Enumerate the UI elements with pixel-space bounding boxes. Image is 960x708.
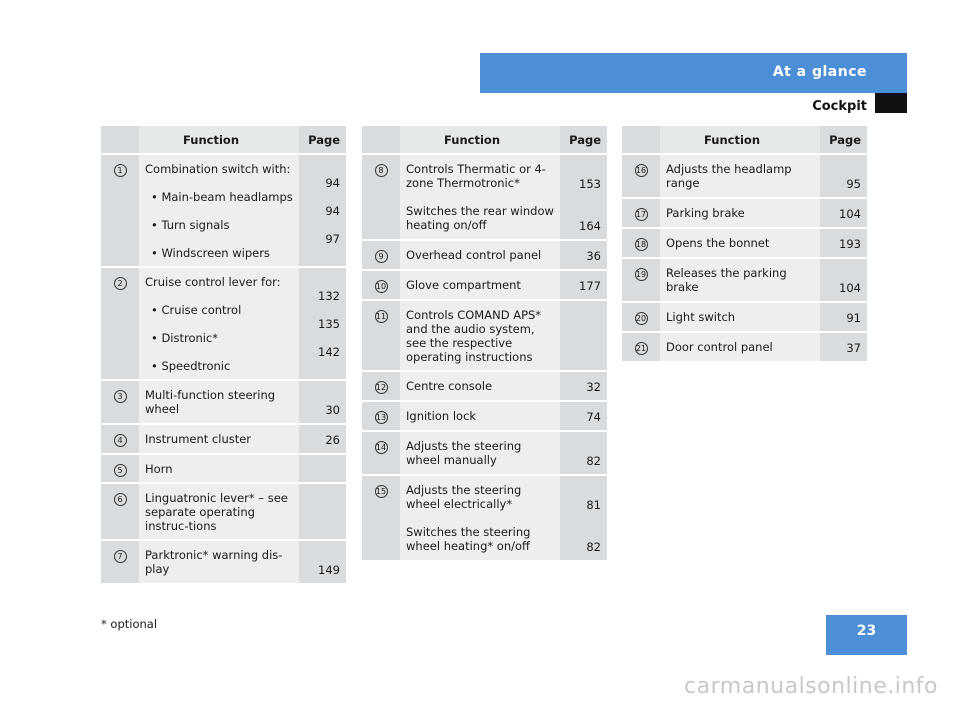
band-title: At a glance	[772, 64, 867, 80]
table-row	[101, 380, 346, 424]
header-band	[480, 53, 907, 93]
item-number-circle: 20	[635, 314, 647, 323]
page-number: 23	[826, 615, 907, 655]
item-number-cell	[622, 332, 660, 362]
page-ref: 153	[579, 177, 601, 191]
page-cell	[299, 454, 346, 483]
function-cell	[400, 431, 560, 475]
header-page: Page	[560, 126, 607, 154]
page-ref: 32	[586, 380, 601, 394]
item-number-circle: 3	[114, 390, 127, 403]
table-row	[622, 332, 867, 362]
footnote: * optional	[101, 617, 158, 631]
item-number-cell	[101, 380, 139, 424]
item-number-circle: 7	[114, 550, 127, 563]
page-cell	[820, 332, 867, 362]
table-row	[622, 258, 867, 302]
table-row	[622, 302, 867, 332]
function-text: Ignition lock	[406, 409, 477, 423]
function-text: Combination switch with:	[145, 162, 291, 176]
function-text: Light switch	[666, 310, 736, 324]
function-text: Horn	[145, 462, 173, 476]
function-text: Instrument cluster	[145, 432, 252, 446]
page-ref: 97	[325, 232, 340, 246]
function-cell	[660, 154, 820, 198]
table-header-row	[622, 126, 867, 154]
item-number-circle: 18	[635, 240, 647, 249]
page-cell	[560, 240, 607, 270]
item-number-cell	[101, 154, 139, 267]
table-row	[101, 454, 346, 483]
page-ref: 37	[846, 341, 861, 355]
item-number-cell	[101, 454, 139, 483]
item-number-circle: 12	[375, 383, 387, 392]
function-cell	[139, 454, 299, 483]
item-number-circle: 11	[375, 312, 387, 321]
header-function: Function	[139, 126, 299, 154]
item-number-circle: 6	[114, 493, 127, 506]
table-row	[622, 228, 867, 258]
item-number-cell	[101, 424, 139, 454]
item-number-cell	[622, 198, 660, 228]
page-ref: 30	[325, 403, 340, 417]
page-ref: 149	[318, 563, 340, 577]
item-number-circle: 21	[635, 344, 647, 353]
page-ref: 26	[325, 433, 340, 447]
item-number-circle: 19	[635, 270, 647, 279]
function-text: Adjusts the steering wheel electrically*	[406, 483, 522, 511]
page-cell	[820, 228, 867, 258]
function-text: Switches the rear window heating on/off	[406, 204, 554, 232]
function-text: Switches the steering wheel heating* on/off	[406, 525, 531, 553]
item-number-cell	[622, 154, 660, 198]
function-text: Door control panel	[666, 340, 773, 354]
page-ref: 36	[586, 249, 601, 263]
page-ref: 135	[318, 317, 340, 331]
item-number-circle: 16	[635, 166, 647, 175]
page-ref: 177	[579, 279, 601, 293]
watermark: carmanualsonline.info	[684, 674, 938, 699]
page-ref: 91	[846, 311, 861, 325]
function-table-1	[101, 126, 346, 585]
page-cell	[560, 371, 607, 401]
header-number-cell	[622, 126, 660, 154]
header-page: Page	[820, 126, 867, 154]
table-row	[362, 300, 607, 371]
function-text: • Turn signals	[151, 218, 230, 232]
function-text: • Cruise control	[151, 303, 242, 317]
function-cell	[139, 154, 299, 267]
page-ref: 81	[586, 498, 601, 512]
header-number-cell	[101, 126, 139, 154]
function-text: Overhead control panel	[406, 248, 542, 262]
function-cell	[400, 270, 560, 300]
function-cell	[660, 258, 820, 302]
section-title: Cockpit	[812, 99, 867, 114]
table-header-row	[101, 126, 346, 154]
page-cell	[560, 431, 607, 475]
page-ref: 104	[839, 281, 861, 295]
function-cell	[660, 198, 820, 228]
function-text: • Speedtronic	[151, 359, 231, 373]
page-cell	[299, 424, 346, 454]
page-ref: 104	[839, 207, 861, 221]
function-cell	[139, 380, 299, 424]
function-text: • Distronic*	[151, 331, 219, 345]
page-cell	[820, 154, 867, 198]
table-row	[101, 267, 346, 380]
page-ref: 132	[318, 289, 340, 303]
item-number-cell	[362, 270, 400, 300]
page-ref: 164	[579, 219, 601, 233]
function-text: Parktronic* warning dis-play	[145, 548, 283, 576]
function-cell	[139, 483, 299, 540]
function-text: • Main-beam headlamps	[151, 190, 293, 204]
item-number-circle: 14	[375, 443, 387, 452]
page-cell	[560, 475, 607, 561]
table-row	[362, 240, 607, 270]
function-cell	[400, 240, 560, 270]
item-number-cell	[101, 267, 139, 380]
table-row	[362, 475, 607, 561]
function-table-3	[622, 126, 867, 363]
header-number-cell	[362, 126, 400, 154]
table-row	[362, 270, 607, 300]
page-ref: 82	[586, 454, 601, 468]
function-cell	[660, 228, 820, 258]
page-cell	[560, 270, 607, 300]
page-cell	[560, 401, 607, 431]
page-ref: 94	[325, 204, 340, 218]
page-cell	[820, 258, 867, 302]
item-number-circle: 8	[375, 164, 388, 177]
function-text: Cruise control lever for:	[145, 275, 281, 289]
item-number-cell	[101, 540, 139, 584]
page-ref: 82	[586, 540, 601, 554]
item-number-circle: 4	[114, 434, 127, 447]
item-number-circle: 15	[375, 487, 387, 496]
item-number-cell	[362, 240, 400, 270]
item-number-cell	[362, 300, 400, 371]
function-table-2	[362, 126, 607, 562]
table-row	[101, 540, 346, 584]
function-text: Releases the parking brake	[666, 266, 787, 294]
item-number-circle: 13	[375, 413, 387, 422]
function-text: Glove compartment	[406, 278, 521, 292]
item-number-cell	[362, 401, 400, 431]
function-text: Parking brake	[666, 206, 745, 220]
page-ref: 193	[839, 237, 861, 251]
page-cell	[299, 483, 346, 540]
function-text: Adjusts the headlamp range	[666, 162, 792, 190]
item-number-cell	[622, 228, 660, 258]
table-row	[362, 431, 607, 475]
page-cell	[299, 267, 346, 380]
item-number-cell	[101, 483, 139, 540]
page-ref: 95	[846, 177, 861, 191]
header-function: Function	[660, 126, 820, 154]
item-number-cell	[362, 154, 400, 240]
item-number-circle: 9	[375, 250, 388, 263]
table-row	[101, 424, 346, 454]
page-cell	[299, 540, 346, 584]
table-row	[101, 154, 346, 267]
item-number-cell	[362, 475, 400, 561]
table-header-row	[362, 126, 607, 154]
header-function: Function	[400, 126, 560, 154]
table-row	[362, 154, 607, 240]
item-number-circle: 2	[114, 277, 127, 290]
item-number-circle: 17	[635, 210, 647, 219]
function-text: Multi-function steering wheel	[145, 388, 276, 416]
table-row	[362, 401, 607, 431]
function-cell	[400, 300, 560, 371]
function-cell	[400, 401, 560, 431]
table-row	[362, 371, 607, 401]
function-cell	[400, 371, 560, 401]
function-cell	[139, 424, 299, 454]
page-ref: 94	[325, 176, 340, 190]
function-cell	[660, 302, 820, 332]
function-text: Adjusts the steering wheel manually	[406, 439, 522, 467]
function-cell	[139, 267, 299, 380]
function-text: Centre console	[406, 379, 493, 393]
function-text: • Windscreen wipers	[151, 246, 270, 260]
item-number-circle: 10	[375, 282, 387, 291]
table-row	[622, 154, 867, 198]
page-cell	[560, 300, 607, 371]
page-ref: 142	[318, 345, 340, 359]
item-number-cell	[362, 431, 400, 475]
page-cell	[299, 380, 346, 424]
function-cell	[660, 332, 820, 362]
table-row	[101, 483, 346, 540]
function-cell	[139, 540, 299, 584]
item-number-circle: 5	[114, 464, 127, 477]
item-number-cell	[622, 302, 660, 332]
section-tab-marker	[875, 93, 907, 113]
function-cell	[400, 154, 560, 240]
function-text: Linguatronic lever* – see separate operating instruc-tions	[145, 491, 288, 533]
page-cell	[820, 302, 867, 332]
table-row	[622, 198, 867, 228]
page-ref: 74	[586, 410, 601, 424]
page-cell	[820, 198, 867, 228]
function-cell	[400, 475, 560, 561]
item-number-cell	[362, 371, 400, 401]
function-text: Opens the bonnet	[666, 236, 770, 250]
function-text: Controls Thermatic or 4-zone Thermotronic*	[406, 162, 546, 190]
item-number-cell	[622, 258, 660, 302]
page-cell	[299, 154, 346, 267]
page-cell	[560, 154, 607, 240]
item-number-circle: 1	[114, 164, 127, 177]
function-text: Controls COMAND APS* and the audio system, see the respective operating instructions	[406, 308, 542, 364]
header-page: Page	[299, 126, 346, 154]
